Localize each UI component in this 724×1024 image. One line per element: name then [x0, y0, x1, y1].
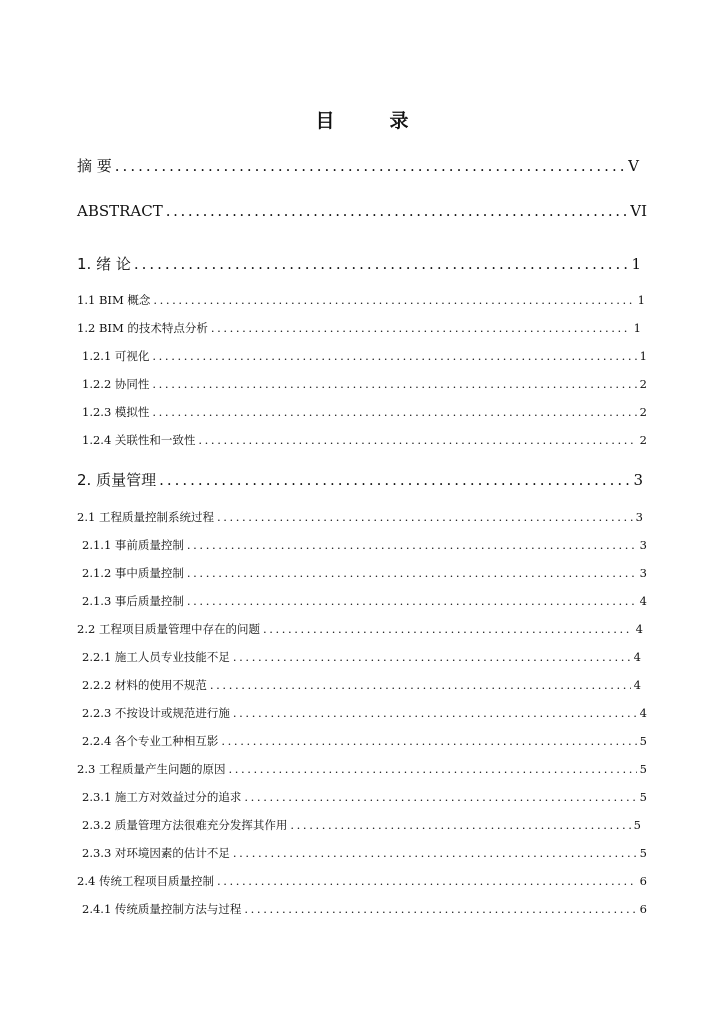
dot-leader	[115, 157, 625, 175]
dot-leader	[233, 650, 631, 664]
dot-leader	[244, 902, 636, 916]
toc-entry-2-2-3[interactable]	[82, 705, 647, 721]
toc-entry-page: 1	[639, 349, 647, 363]
toc-entry-page: V	[628, 157, 639, 175]
toc-entry-page: 5	[639, 846, 647, 860]
toc-entry-label: 2.2 工程项目质量管理中存在的问题	[77, 622, 260, 636]
dot-leader	[187, 566, 637, 580]
toc-entry-2-1-2[interactable]	[82, 565, 647, 581]
dot-leader	[152, 405, 636, 419]
dot-leader	[152, 349, 636, 363]
toc-entry-label: 2.2.2 材料的使用不规范	[82, 678, 207, 692]
toc-entry-2-4[interactable]	[77, 873, 647, 889]
toc-entry-label: ABSTRACT	[77, 202, 163, 220]
toc-entry-page: VI	[630, 202, 647, 220]
toc-entry-page: 2	[639, 405, 647, 419]
toc-entry-page: 4	[639, 706, 647, 720]
toc-entry-page: 2	[639, 377, 647, 391]
toc-entry-label: 2.3.3 对环境因素的估计不足	[82, 846, 230, 860]
dot-leader	[263, 622, 633, 636]
toc-entry-chapter-1[interactable]	[77, 253, 641, 274]
toc-entry-label: 1. 绪 论	[77, 255, 131, 273]
toc-entry-label: 1.2.2 协同性	[82, 377, 150, 391]
toc-entry-page: 3	[635, 510, 643, 524]
dot-leader	[233, 846, 637, 860]
toc-entry-label: 2.2.1 施工人员专业技能不足	[82, 650, 230, 664]
toc-entry-label: 2.1 工程质量控制系统过程	[77, 510, 214, 524]
dot-leader	[244, 790, 636, 804]
toc-entry-chapter-2[interactable]	[77, 469, 643, 490]
toc-entry-2-1-3[interactable]	[82, 593, 647, 609]
toc-entry-1-2-1[interactable]	[82, 348, 647, 364]
toc-entry-page: 4	[635, 622, 643, 636]
toc-entry-page: 1	[633, 321, 641, 335]
toc-entry-label: 1.2.4 关联性和一致性	[82, 433, 196, 447]
toc-entry-2-3-3[interactable]	[82, 845, 647, 861]
dot-leader	[221, 734, 636, 748]
toc-entry-page: 5	[639, 790, 647, 804]
toc-entry-label: 2.3.2 质量管理方法很难充分发挥其作用	[82, 818, 288, 832]
toc-entry-page: 5	[639, 734, 647, 748]
toc-entry-page: 1	[637, 293, 645, 307]
dot-leader	[187, 538, 637, 552]
toc-entry-page: 6	[639, 902, 647, 916]
toc-entry-2-3-2[interactable]	[82, 817, 641, 833]
toc-entry-label: 2.1.2 事中质量控制	[82, 566, 184, 580]
dot-leader	[233, 706, 637, 720]
toc-entry-page: 4	[639, 594, 647, 608]
dot-leader	[134, 255, 629, 273]
toc-entry-1-2-3[interactable]	[82, 404, 647, 420]
toc-entry-1-1[interactable]	[77, 292, 645, 308]
dot-leader	[211, 321, 631, 335]
dot-leader	[187, 594, 637, 608]
toc-entry-1-2-2[interactable]	[82, 376, 647, 392]
toc-entry-label: 1.2.1 可视化	[82, 349, 150, 363]
toc-entry-label: 1.2.3 模拟性	[82, 405, 150, 419]
toc-entry-2-2-1[interactable]	[82, 649, 641, 665]
toc-entry-label: 2.4 传统工程项目质量控制	[77, 874, 214, 888]
toc-entry-2-3[interactable]	[77, 761, 647, 777]
toc-entry-label: 2.3 工程质量产生问题的原因	[77, 762, 226, 776]
toc-entry-label: 2. 质量管理	[77, 471, 157, 489]
toc-entry-page: 1	[631, 255, 641, 273]
dot-leader	[166, 202, 627, 220]
dot-leader	[152, 377, 636, 391]
toc-entry-2-1-1[interactable]	[82, 537, 647, 553]
toc-entry-label: 2.1.1 事前质量控制	[82, 538, 184, 552]
toc-entry-2-1[interactable]	[77, 509, 643, 525]
toc-entry-1-2-4[interactable]	[82, 432, 647, 448]
toc-title: 目 录	[315, 110, 427, 132]
dot-leader	[198, 433, 636, 447]
toc-entry-page: 5	[633, 818, 641, 832]
toc-entry-page: 4	[633, 678, 641, 692]
dot-leader	[153, 293, 634, 307]
toc-entry-label: 2.4.1 传统质量控制方法与过程	[82, 902, 242, 916]
dot-leader	[290, 818, 630, 832]
toc-entry-page: 6	[639, 874, 647, 888]
toc-entry-label: 1.2 BIM 的技术特点分析	[77, 321, 208, 335]
toc-entry-page: 3	[639, 538, 647, 552]
toc-entry-label: 2.2.3 不按设计或规范进行施	[82, 706, 230, 720]
toc-entry-2-4-1[interactable]	[82, 901, 647, 917]
toc-entry-2-3-1[interactable]	[82, 789, 647, 805]
toc-entry-label: 2.2.4 各个专业工种相互影	[82, 734, 219, 748]
toc-entry-2-2[interactable]	[77, 621, 643, 637]
toc-entry-page: 2	[639, 433, 647, 447]
dot-leader	[228, 762, 636, 776]
toc-entry-label: 2.1.3 事后质量控制	[82, 594, 184, 608]
dot-leader	[210, 678, 631, 692]
toc-entry-abstract-cn[interactable]	[77, 155, 639, 176]
toc-entry-2-2-2[interactable]	[82, 677, 641, 693]
toc-entry-1-2[interactable]	[77, 320, 641, 336]
dot-leader	[217, 874, 637, 888]
toc-entry-page: 3	[639, 566, 647, 580]
toc-entry-2-2-4[interactable]	[82, 733, 647, 749]
toc-entry-page: 5	[639, 762, 647, 776]
toc-entry-label: 2.3.1 施工方对效益过分的追求	[82, 790, 242, 804]
toc-entry-label: 1.1 BIM 概念	[77, 293, 151, 307]
toc-entry-page: 3	[633, 471, 643, 489]
toc-entry-page: 4	[633, 650, 641, 664]
dot-leader	[159, 471, 630, 489]
toc-entry-abstract-en[interactable]	[77, 202, 647, 220]
dot-leader	[217, 510, 633, 524]
toc-entry-label: 摘 要	[77, 157, 112, 175]
